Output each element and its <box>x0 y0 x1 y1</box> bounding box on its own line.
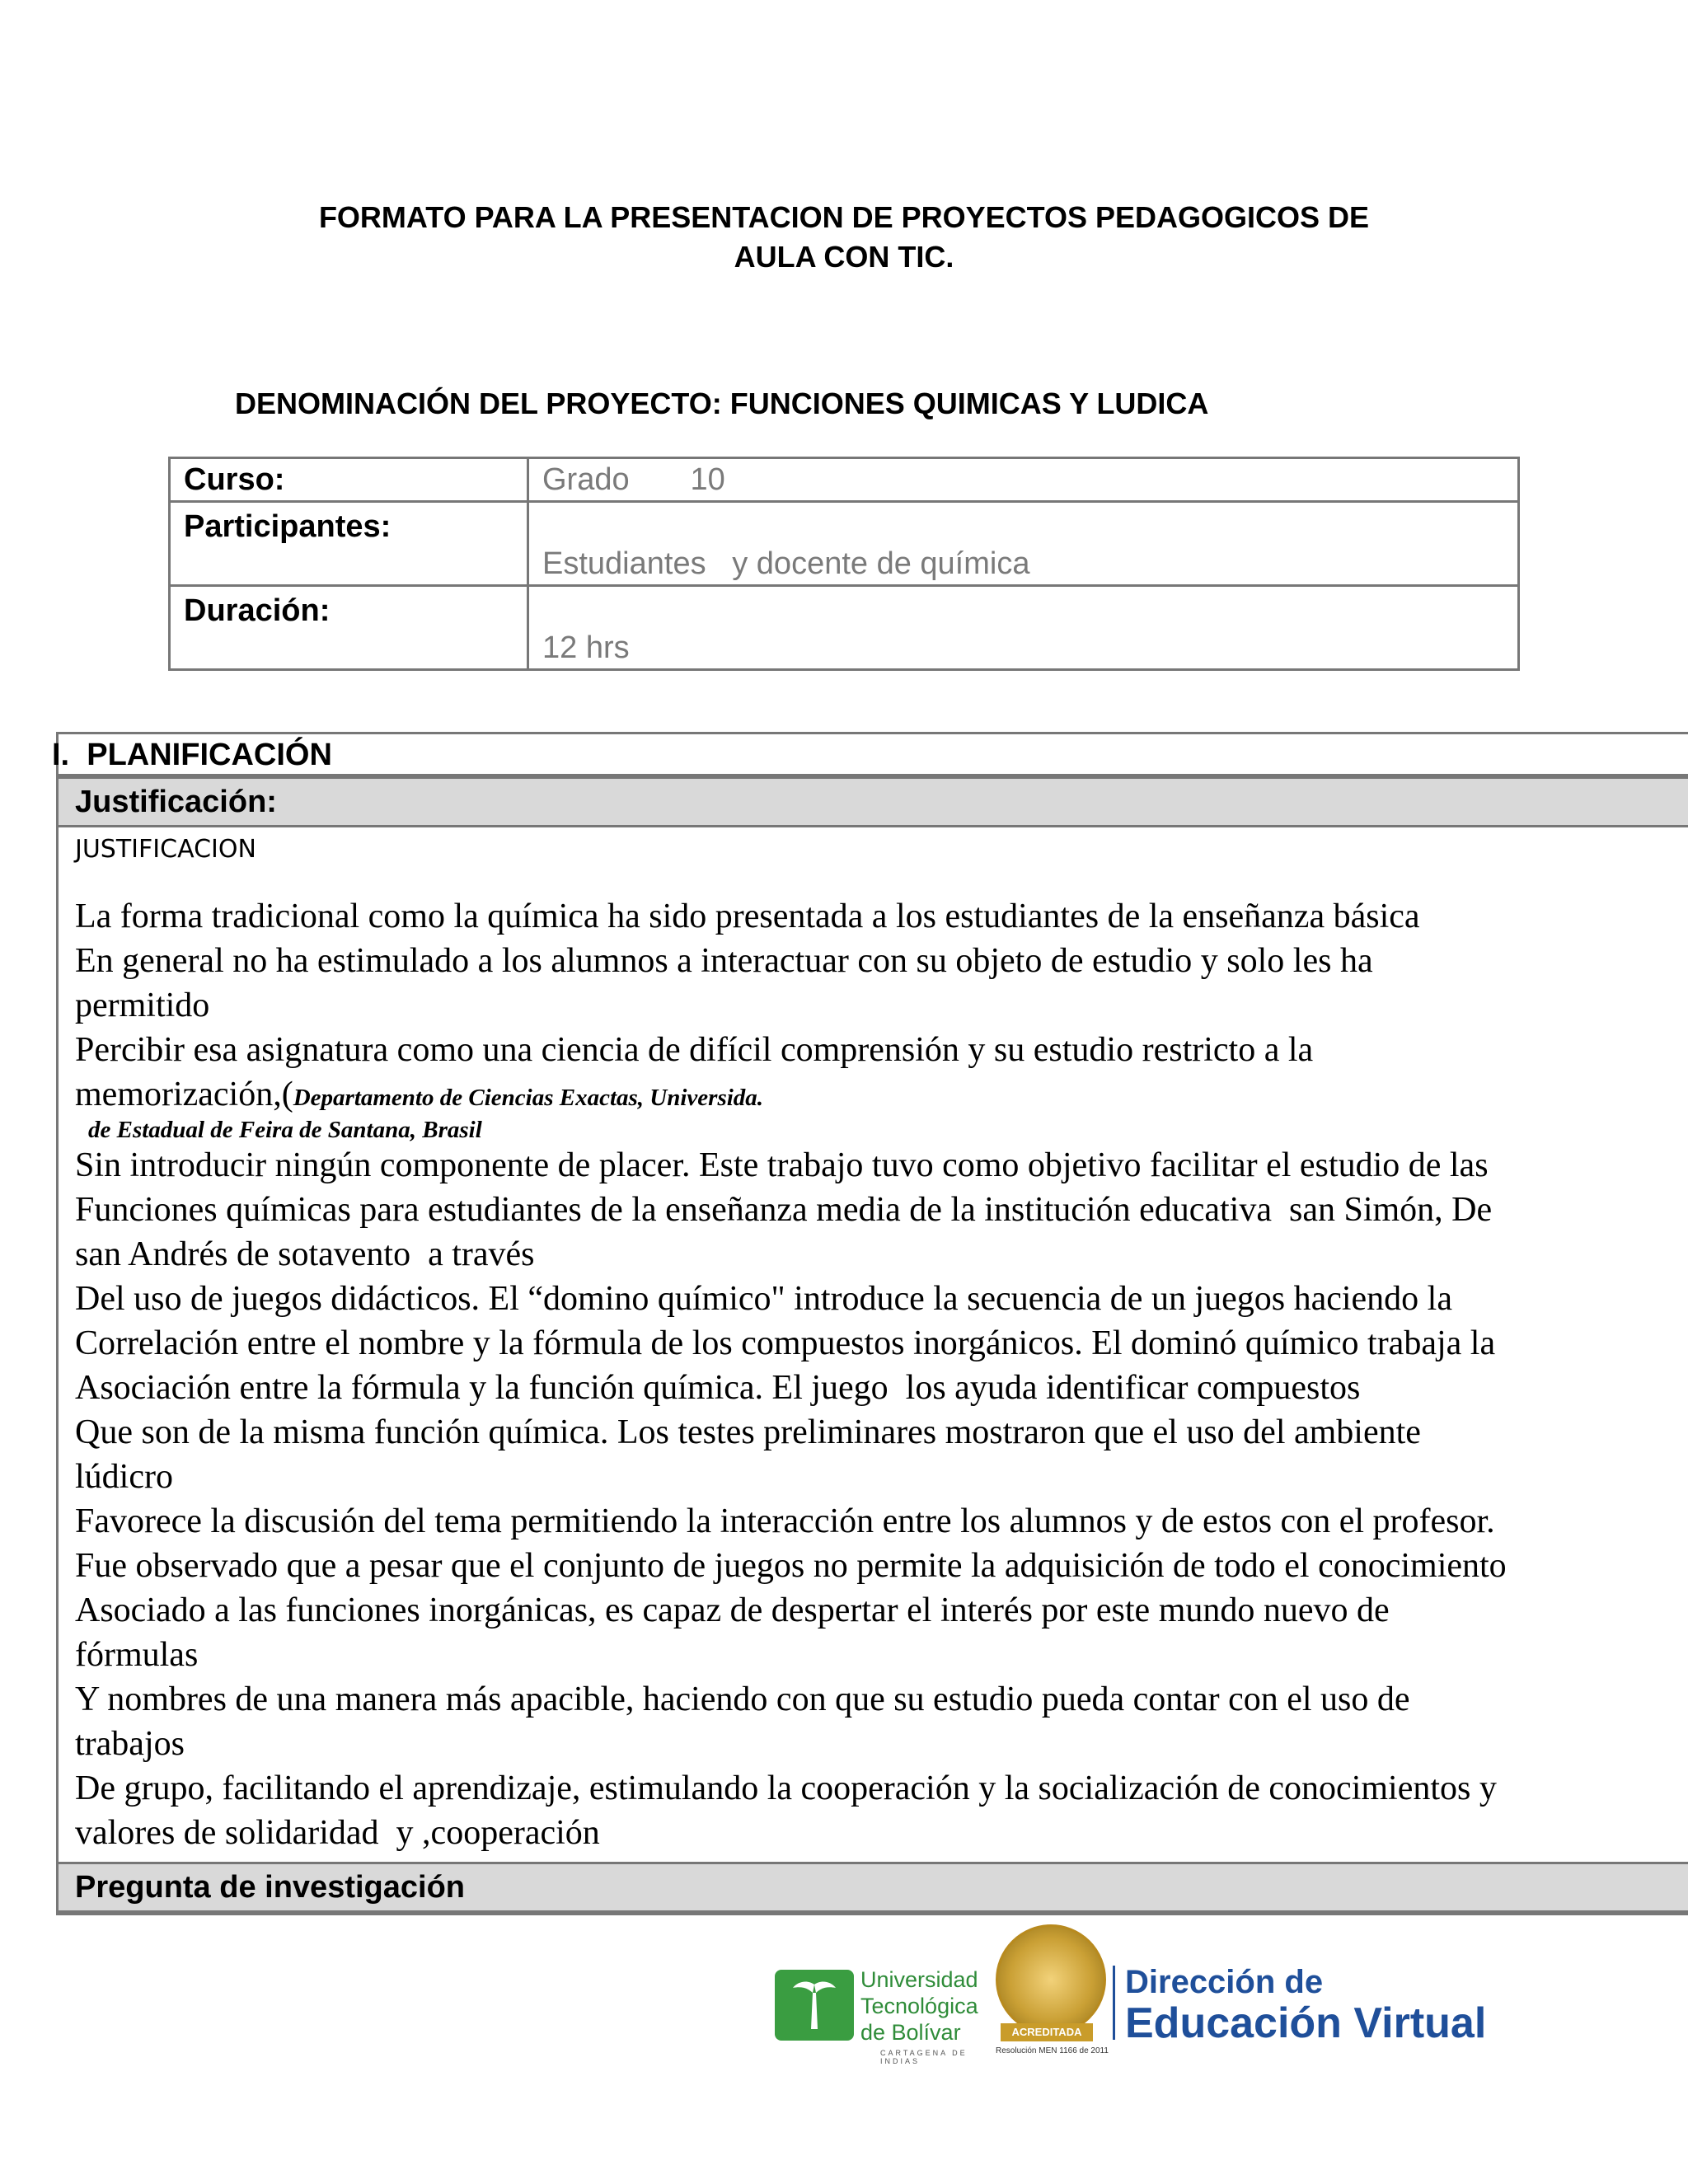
justification-line: fórmulas <box>75 1636 199 1674</box>
justification-line: Percibir esa asignatura como una ciencia de difícil comprensión y su estudio restricto a la <box>75 1031 1314 1069</box>
justification-line: Del uso de juegos didácticos. El “domino químico" introduce la secuencia de un juegos haciendo la <box>75 1280 1452 1318</box>
citation-continuation: de Estadual de Feira de Santana, Brasil <box>88 1117 482 1143</box>
course-label: Curso: <box>170 458 528 502</box>
document-title <box>0 198 1688 277</box>
justification-line: Favorece la discusión del tema permitiendo la interacción entre los alumnos y de estos con el profesor. <box>75 1502 1495 1540</box>
title-line-1: FORMATO PARA LA PRESENTACION DE PROYECTOS PEDAGOGICOS DE <box>318 200 1370 234</box>
justification-line: Que son de la misma función química. Los testes preliminares mostraron que el uso del ambiente <box>75 1413 1421 1451</box>
accreditation-note: Resolución MEN 1166 de 2011 <box>996 2046 1109 2055</box>
planning-header: I. PLANIFICACIÓN <box>52 738 332 772</box>
utb-logo <box>775 1967 997 2065</box>
justification-line: permitido <box>75 987 210 1024</box>
justification-line: Funciones químicas para estudiantes de la enseñanza media de la institución educativa san Simón, De <box>75 1191 1493 1229</box>
justification-line: lúdicro <box>75 1458 173 1496</box>
utb-name <box>860 1966 978 2046</box>
justification-line: Asociado a las funciones inorgánicas, es capaz de despertar el interés por este mundo nuevo de <box>75 1591 1390 1629</box>
course-value: Grado 10 <box>528 458 1519 502</box>
duration-value: 12 hrs <box>528 586 1519 670</box>
justification-line: Fue observado que a pesar que el conjunto de juegos no permite la adquisición de todo el conocimiento <box>75 1547 1507 1585</box>
justification-line: san Andrés de sotavento a través <box>75 1235 535 1273</box>
project-info-table <box>168 457 1520 671</box>
justification-line: valores de solidaridad y ,cooperación <box>75 1814 600 1852</box>
utb-line-3: de Bolívar <box>860 2020 961 2045</box>
virtual-education-line-2: Educación Virtual <box>1125 1999 1487 2047</box>
utb-line-1: Universidad <box>860 1967 978 1992</box>
justification-subhead: JUSTIFICACION <box>75 835 256 864</box>
citation-text: Departamento de Ciencias Exactas, Universida. <box>293 1085 764 1111</box>
planning-section <box>52 732 1688 1915</box>
justification-label: Justificación: <box>59 779 1688 827</box>
justification-line: Sin introducir ningún componente de placer. Este trabajo tuvo como objetivo facilitar el estudio de las <box>75 1146 1489 1184</box>
utb-tagline: CARTAGENA DE INDIAS <box>880 2049 968 2065</box>
participants-label: Participantes: <box>170 502 528 586</box>
accreditation-band: ACREDITADA <box>1001 2023 1093 2041</box>
participants-value: Estudiantes y docente de química <box>528 502 1519 586</box>
justification-line: memorización,( <box>75 1076 293 1113</box>
research-question-label: Pregunta de investigación <box>59 1862 1688 1913</box>
utb-line-2: Tecnológica <box>860 1994 978 2018</box>
course-row <box>170 458 1519 502</box>
participants-row <box>170 502 1519 586</box>
virtual-education-line-1: Dirección de <box>1125 1964 1324 2000</box>
title-line-2: AULA CON TIC. <box>734 240 954 274</box>
duration-label: Duración: <box>170 586 528 670</box>
palm-tree-icon <box>775 1970 854 2041</box>
justification-line: En general no ha estimulado a los alumnos a interactuar con su objeto de estudio y solo les ha <box>75 942 1373 980</box>
justification-line: La forma tradicional como la química ha sido presentada a los estudiantes de la enseñanza básica <box>75 898 1420 935</box>
justification-line: Asociación entre la fórmula y la función química. El juego los ayuda identificar compuestos <box>75 1369 1361 1407</box>
justification-line: Y nombres de una manera más apacible, haciendo con que su estudio pueda contar con el uso de <box>75 1680 1410 1718</box>
justification-line: Correlación entre el nombre y la fórmula de los compuestos inorgánicos. El dominó químico trabaja la <box>75 1324 1496 1362</box>
project-name: DENOMINACIÓN DEL PROYECTO: FUNCIONES QUIMICAS Y LUDICA <box>235 387 1209 420</box>
justification-line: trabajos <box>75 1725 185 1763</box>
justification-line: De grupo, facilitando el aprendizaje, estimulando la cooperación y la socialización de conocimientos y <box>75 1769 1497 1807</box>
logo-divider <box>1113 1966 1115 2040</box>
accreditation-seal-icon <box>996 1924 1106 2035</box>
duration-row <box>170 586 1519 670</box>
justification-line-with-citation <box>75 1072 1688 1117</box>
footer-logos <box>775 1924 1487 2065</box>
virtual-education-logo <box>1125 1964 1486 2046</box>
justification-text <box>75 894 1688 1855</box>
